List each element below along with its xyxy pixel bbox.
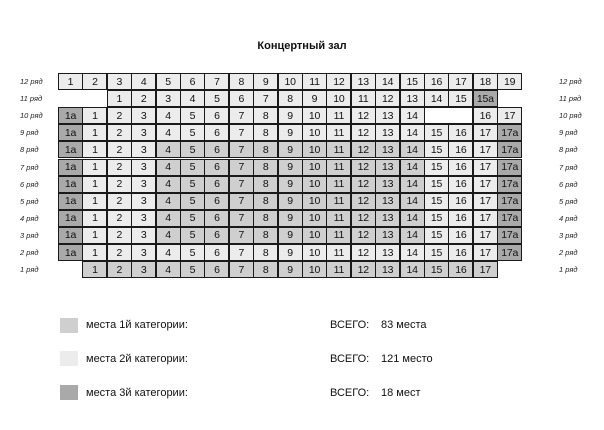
seat[interactable]: 17а [497,193,522,210]
seat[interactable]: 10 [302,176,327,193]
seat[interactable]: 12 [351,227,376,244]
legend-total-cat3: 18 мест [381,387,421,399]
seat[interactable]: 16 [448,227,473,244]
seat[interactable]: 16 [448,261,473,278]
seat[interactable]: 19 [497,73,522,90]
seat[interactable]: 3 [131,193,156,210]
seat[interactable]: 10 [302,141,327,158]
seat[interactable]: 12 [351,141,376,158]
seat[interactable]: 2 [131,90,156,107]
seat[interactable]: 10 [326,90,351,107]
seat[interactable]: 9 [278,176,303,193]
seat[interactable]: 1 [82,261,107,278]
seat[interactable]: 17 [473,159,498,176]
legend-total-cat2: 121 место [381,353,433,365]
seat[interactable]: 3 [131,261,156,278]
seat[interactable]: 14 [400,261,425,278]
seat[interactable]: 5 [156,73,181,90]
seat[interactable]: 15 [424,193,449,210]
row-label-right: 6 ряд [559,179,578,189]
seat[interactable]: 6 [204,107,229,124]
seat[interactable]: 10 [302,159,327,176]
seat[interactable]: 9 [278,244,303,261]
seat[interactable]: 12 [351,210,376,227]
seat[interactable]: 8 [229,73,254,90]
seat[interactable]: 5 [180,141,205,158]
seat[interactable]: 17 [473,227,498,244]
seat[interactable]: 5 [180,210,205,227]
seat[interactable]: 16 [424,73,449,90]
seat[interactable]: 1а [58,124,83,141]
seat[interactable]: 2 [107,124,132,141]
seat[interactable]: 6 [204,261,229,278]
seat[interactable]: 5 [180,159,205,176]
seat[interactable]: 14 [400,159,425,176]
seat[interactable]: 4 [156,124,181,141]
seat[interactable]: 5 [180,227,205,244]
seat[interactable]: 8 [253,124,278,141]
seat[interactable]: 13 [375,227,400,244]
seat[interactable]: 12 [351,261,376,278]
row-label-right: 3 ряд [559,230,578,240]
seat[interactable]: 1 [82,107,107,124]
seat[interactable]: 1а [58,107,83,124]
seat[interactable]: 11 [326,193,351,210]
seat[interactable]: 17 [473,244,498,261]
seat[interactable]: 9 [278,124,303,141]
seat[interactable]: 11 [326,124,351,141]
seat[interactable]: 12 [375,90,400,107]
seat[interactable]: 10 [302,261,327,278]
seat[interactable]: 15 [424,244,449,261]
seat[interactable]: 11 [326,227,351,244]
seat[interactable]: 2 [82,73,107,90]
seat[interactable]: 1а [58,210,83,227]
seat[interactable]: 10 [302,210,327,227]
seat[interactable]: 4 [156,159,181,176]
seat[interactable]: 4 [156,210,181,227]
seat[interactable]: 11 [326,261,351,278]
row-label-left: 6 ряд [20,179,39,189]
seat[interactable]: 1 [82,176,107,193]
seat[interactable]: 6 [204,176,229,193]
row-label-right: 11 ряд [559,94,582,104]
seat[interactable]: 15 [400,73,425,90]
seat[interactable]: 10 [302,227,327,244]
seat[interactable]: 6 [204,193,229,210]
seat[interactable]: 17 [448,73,473,90]
seat[interactable]: 1 [82,159,107,176]
seat[interactable]: 2 [107,141,132,158]
seat[interactable]: 1 [107,90,132,107]
seat[interactable]: 7 [229,141,254,158]
seat[interactable]: 16 [448,141,473,158]
row-label-right: 8 ряд [559,145,578,155]
seat[interactable]: 5 [180,176,205,193]
seat[interactable]: 4 [156,107,181,124]
row-label-right: 5 ряд [559,196,578,206]
seat[interactable]: 11 [302,73,327,90]
seat[interactable]: 2 [107,210,132,227]
row-label-right: 1 ряд [559,265,578,275]
seat[interactable]: 13 [375,159,400,176]
seat[interactable]: 2 [107,261,132,278]
seat[interactable]: 13 [375,141,400,158]
seat[interactable]: 13 [375,193,400,210]
seat[interactable]: 7 [229,244,254,261]
seat[interactable]: 5 [180,244,205,261]
legend-label-cat2: места 2й категории: [86,353,188,365]
seat[interactable]: 13 [400,90,425,107]
seat[interactable]: 3 [131,141,156,158]
seat[interactable]: 8 [253,107,278,124]
seat[interactable]: 17а [497,141,522,158]
legend-total-label-cat3: ВСЕГО: [330,387,370,399]
seat[interactable]: 14 [400,176,425,193]
seat[interactable]: 5 [180,124,205,141]
row-label-left: 9 ряд [20,128,39,138]
seat[interactable]: 14 [424,90,449,107]
seat[interactable]: 11 [351,90,376,107]
legend-label-cat3: места 3й категории: [86,387,188,399]
seat[interactable]: 9 [278,141,303,158]
seat[interactable]: 9 [278,227,303,244]
row-label-left: 3 ряд [20,230,39,240]
row-label-left: 4 ряд [20,213,39,223]
seat[interactable]: 8 [253,176,278,193]
seat[interactable]: 7 [229,176,254,193]
seat[interactable]: 14 [400,124,425,141]
row-label-right: 7 ряд [559,162,578,172]
seat[interactable]: 9 [302,90,327,107]
seat[interactable]: 3 [131,176,156,193]
row-label-left: 11 ряд [20,94,43,104]
seat[interactable]: 1 [82,210,107,227]
seat[interactable]: 17а [497,244,522,261]
seat[interactable]: 17а [497,124,522,141]
seat[interactable]: 9 [278,193,303,210]
seat[interactable]: 12 [351,159,376,176]
seat[interactable]: 10 [278,73,303,90]
legend-label-cat1: места 1й категории: [86,319,188,331]
seat[interactable]: 6 [204,141,229,158]
seat[interactable]: 1 [82,124,107,141]
seat[interactable]: 15 [424,210,449,227]
seat[interactable]: 13 [351,73,376,90]
seat[interactable]: 11 [326,107,351,124]
seat[interactable]: 6 [204,210,229,227]
seat[interactable]: 1а [58,141,83,158]
seat[interactable]: 12 [351,244,376,261]
seat[interactable]: 15 [448,90,473,107]
row-label-right: 4 ряд [559,213,578,223]
row-label-right: 2 ряд [559,248,578,257]
seat[interactable]: 17 [473,193,498,210]
legend-total-label-cat1: ВСЕГО: [330,319,370,331]
seat[interactable]: 13 [375,261,400,278]
legend-swatch-cat3 [60,385,78,400]
seat[interactable]: 2 [107,159,132,176]
seat[interactable]: 3 [131,227,156,244]
seat[interactable]: 5 [180,107,205,124]
seat[interactable]: 4 [156,176,181,193]
seat[interactable]: 9 [278,210,303,227]
seat[interactable]: 14 [400,210,425,227]
seat[interactable]: 1а [58,227,83,244]
seat[interactable]: 3 [131,159,156,176]
seat[interactable]: 6 [204,124,229,141]
seat[interactable]: 13 [375,176,400,193]
seat[interactable]: 7 [229,261,254,278]
seat[interactable]: 8 [253,159,278,176]
seat[interactable]: 14 [375,73,400,90]
seat[interactable]: 16 [473,107,498,124]
seat[interactable]: 8 [253,193,278,210]
seat[interactable]: 8 [253,261,278,278]
seat[interactable]: 9 [253,73,278,90]
seat[interactable]: 12 [326,73,351,90]
seat[interactable]: 2 [107,244,132,261]
seat[interactable]: 17 [473,124,498,141]
seat[interactable]: 11 [326,141,351,158]
seat[interactable]: 3 [131,244,156,261]
seat[interactable]: 17 [497,107,522,124]
row-label-left: 5 ряд [20,196,39,206]
seat[interactable]: 17 [473,210,498,227]
seat[interactable]: 2 [107,227,132,244]
seat[interactable]: 4 [131,73,156,90]
seat[interactable]: 5 [204,90,229,107]
seat[interactable]: 1а [58,193,83,210]
seat[interactable]: 1 [82,227,107,244]
hall-title: Концертный зал [257,40,347,52]
seat[interactable]: 10 [302,124,327,141]
seat[interactable]: 4 [156,141,181,158]
seat[interactable]: 10 [302,107,327,124]
seat-gap [424,107,473,124]
seat[interactable]: 17 [473,176,498,193]
seat[interactable]: 16 [448,244,473,261]
seat[interactable]: 9 [278,159,303,176]
seat[interactable]: 1 [82,193,107,210]
seat[interactable]: 10 [302,193,327,210]
row-label-left: 8 ряд [20,145,39,155]
seat[interactable]: 6 [204,159,229,176]
seat[interactable]: 7 [204,73,229,90]
seat[interactable]: 16 [448,176,473,193]
seat[interactable]: 13 [375,107,400,124]
row-label-left: 10 ряд [20,111,43,121]
seat[interactable]: 1 [58,73,83,90]
seat[interactable]: 14 [400,107,425,124]
seat[interactable]: 7 [229,227,254,244]
seat[interactable]: 17а [497,210,522,227]
seat[interactable]: 13 [375,210,400,227]
seat[interactable]: 15 [424,124,449,141]
seat[interactable]: 6 [180,73,205,90]
seat[interactable]: 4 [156,244,181,261]
seat[interactable]: 15а [473,90,498,107]
seat[interactable]: 7 [229,107,254,124]
seat[interactable]: 7 [229,124,254,141]
seat[interactable]: 7 [229,210,254,227]
seat[interactable]: 7 [229,193,254,210]
seat[interactable]: 1 [82,244,107,261]
seat[interactable]: 11 [326,210,351,227]
seat[interactable]: 1 [82,141,107,158]
seat[interactable]: 8 [253,227,278,244]
legend-swatch-cat2 [60,351,78,366]
seat[interactable]: 17а [497,159,522,176]
seat[interactable]: 2 [107,176,132,193]
seat[interactable]: 3 [107,73,132,90]
row-label-right: 9 ряд [559,128,578,138]
seat[interactable]: 4 [180,90,205,107]
row-label-right: 10 ряд [559,111,582,121]
row-label-left: 12 ряд [20,77,43,86]
seat[interactable]: 7 [229,159,254,176]
seat[interactable]: 16 [448,210,473,227]
seat[interactable]: 14 [400,244,425,261]
row-label-left: 1 ряд [20,265,39,275]
seat[interactable]: 12 [351,107,376,124]
seat[interactable]: 8 [253,244,278,261]
seat[interactable]: 15 [424,159,449,176]
seat[interactable]: 4 [156,227,181,244]
seat[interactable]: 6 [204,227,229,244]
seat[interactable]: 15 [424,141,449,158]
seat[interactable]: 2 [107,107,132,124]
seat[interactable]: 11 [326,159,351,176]
seat[interactable]: 3 [131,107,156,124]
seat[interactable]: 8 [278,90,303,107]
seat[interactable]: 17а [497,227,522,244]
seat[interactable]: 1а [58,176,83,193]
seat[interactable]: 15 [424,227,449,244]
seat[interactable]: 14 [400,193,425,210]
seat[interactable]: 6 [204,244,229,261]
seat[interactable]: 10 [302,244,327,261]
seat[interactable]: 9 [278,261,303,278]
seat[interactable]: 14 [400,227,425,244]
seat[interactable]: 3 [156,90,181,107]
seat[interactable]: 2 [107,193,132,210]
seat[interactable]: 16 [448,124,473,141]
legend-total-label-cat2: ВСЕГО: [330,353,370,365]
seat[interactable]: 13 [375,124,400,141]
row-label-right: 12 ряд [559,77,582,86]
seat[interactable]: 4 [156,193,181,210]
seat[interactable]: 5 [180,193,205,210]
legend-swatch-cat1 [60,318,78,333]
seat[interactable]: 5 [180,261,205,278]
seat[interactable]: 8 [253,210,278,227]
seat[interactable]: 1а [58,244,83,261]
seat[interactable]: 11 [326,176,351,193]
seat[interactable]: 16 [448,159,473,176]
seat[interactable]: 13 [375,244,400,261]
row-label-left: 7 ряд [20,162,39,172]
seat[interactable]: 1а [58,159,83,176]
seat[interactable]: 18 [473,73,498,90]
seat[interactable]: 6 [229,90,254,107]
row-label-left: 2 ряд [20,248,39,257]
seat[interactable]: 15 [424,176,449,193]
seat[interactable]: 17 [473,261,498,278]
seat[interactable]: 12 [351,124,376,141]
seat[interactable]: 11 [326,244,351,261]
seat[interactable]: 4 [156,261,181,278]
seat[interactable]: 17а [497,176,522,193]
legend-total-cat1: 83 места [381,319,427,331]
seat[interactable]: 17 [473,141,498,158]
seat[interactable]: 15 [424,261,449,278]
seat[interactable]: 16 [448,193,473,210]
seat[interactable]: 12 [351,193,376,210]
seat[interactable]: 9 [278,107,303,124]
seat[interactable]: 8 [253,141,278,158]
seat[interactable]: 14 [400,141,425,158]
seat[interactable]: 3 [131,210,156,227]
seat[interactable]: 7 [253,90,278,107]
seat[interactable]: 12 [351,176,376,193]
seat[interactable]: 3 [131,124,156,141]
